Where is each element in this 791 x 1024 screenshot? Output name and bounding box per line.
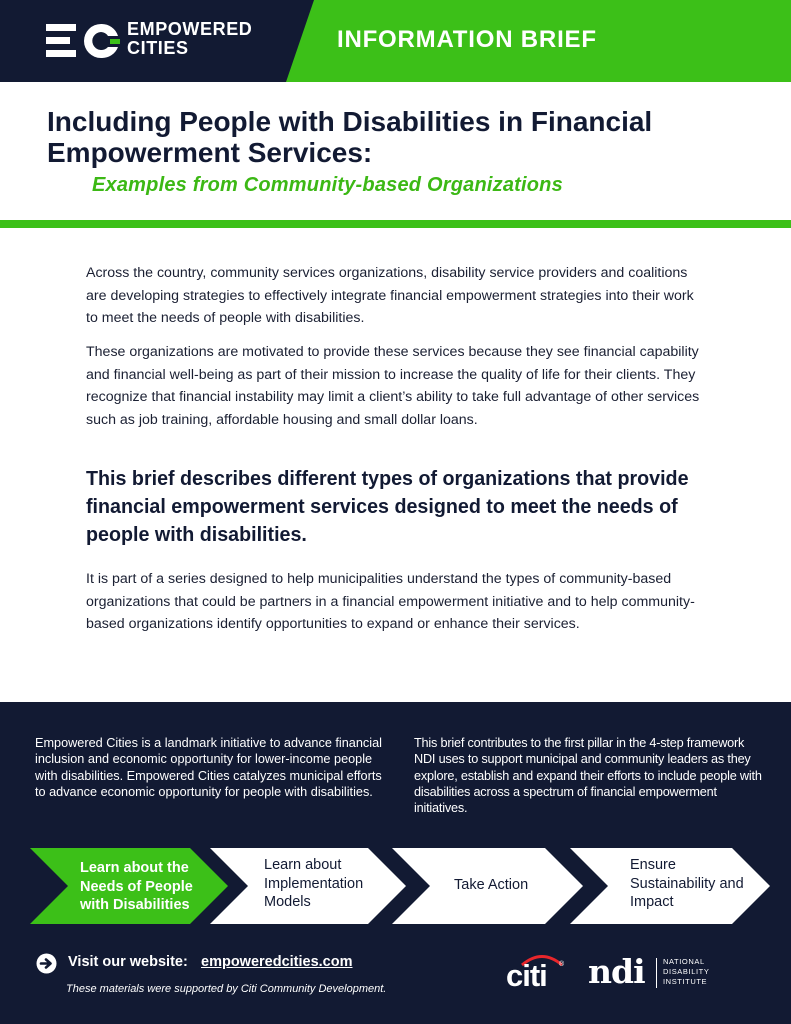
sponsor-note: These materials were supported by Citi Community Development. bbox=[66, 983, 387, 995]
citi-logo bbox=[506, 952, 570, 992]
footer-framework-text: This brief contributes to the first pillar in the 4-step framework NDI uses to support municipal and community leaders as they explore, establish and expand their efforts to include people with disabilities across a spectrum of financial empowerment initiatives. bbox=[414, 736, 762, 816]
visit-website-label: Visit our website: bbox=[68, 954, 188, 970]
series-paragraph: It is part of a series designed to help municipalities understand the types of community-based organizations that could be partners in a financial empowerment initiative and to help community-based organizations identify opportunities to expand or enhance their services. bbox=[86, 571, 695, 632]
information-brief-label: INFORMATION BRIEF bbox=[337, 26, 597, 53]
motivation-paragraph: These organizations are motivated to provide these services because they see financial capability and financial well-being as part of their mission to increase the quality of life for their clients. They recognize that financial instability may limit a client’s ability to take full advantage of other services such as job training, affordable housing and small dollar loans. bbox=[86, 344, 700, 428]
logo-wordmark bbox=[127, 20, 252, 58]
citi-registered-mark: ® bbox=[559, 961, 565, 968]
citi-wordmark: citi bbox=[506, 958, 547, 993]
step-2-label: Learn about Implementation Models bbox=[264, 857, 364, 910]
logo-mark-icon bbox=[46, 23, 124, 59]
title-line-1: Including People with Disabilities in Financial bbox=[47, 106, 653, 137]
ndi-divider bbox=[656, 958, 657, 988]
ndi-name-line-3: INSTITUTE bbox=[663, 977, 708, 986]
step-3-label: Take Action bbox=[454, 877, 529, 893]
footer-about-text: Empowered Cities is a landmark initiative to advance financial inclusion and economic opportunity for lower-income people with disabilities. Empowered Cities catalyzes municipal efforts to advance economic opportunity for people with disabilities. bbox=[35, 736, 382, 799]
ndi-wordmark: ndi bbox=[588, 952, 645, 991]
green-divider bbox=[0, 220, 791, 228]
step-4-label: Ensure Sustainability and Impact bbox=[630, 857, 744, 910]
page-subtitle: Examples from Community-based Organizations bbox=[92, 174, 563, 196]
title-line-2: Empowerment Services: bbox=[47, 137, 373, 168]
logo-line-1: EMPOWERED bbox=[127, 19, 253, 39]
website-link[interactable]: empoweredcities.com bbox=[201, 954, 353, 970]
ndi-logo bbox=[588, 954, 728, 994]
ndi-full-name bbox=[663, 957, 709, 987]
lead-statement: This brief describes different types of organizations that provide financial empowerment services designed to meet the needs of people with disabilities. bbox=[86, 467, 689, 546]
page-title bbox=[47, 106, 767, 168]
step-1-label: Learn about the Needs of People with Disabilities bbox=[80, 860, 193, 913]
header-banner bbox=[0, 0, 791, 82]
ndi-name-line-2: DISABILITY bbox=[663, 967, 710, 976]
logo-line-2: CITIES bbox=[127, 38, 189, 58]
empowered-cities-logo[interactable] bbox=[46, 19, 286, 65]
ndi-name-line-1: NATIONAL bbox=[663, 957, 705, 966]
arrow-right-circle-icon bbox=[36, 953, 57, 974]
framework-steps bbox=[0, 848, 791, 924]
intro-paragraph: Across the country, community services organizations, disability service providers and coalitions are developing strategies to effectively integrate financial empowerment strategies into their work to meet the needs of people with disabilities. bbox=[86, 265, 694, 326]
footer-panel bbox=[0, 702, 791, 1024]
